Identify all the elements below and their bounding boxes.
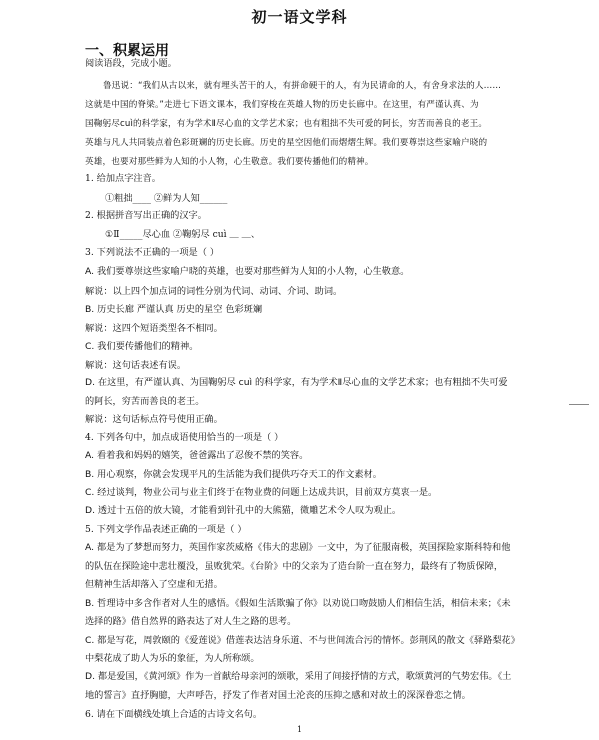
text-line: 地的誓言》直抒胸臆，大声呼告，抒发了作者对国土沦丧的压抑之感和对故土的深深眷恋之情。	[85, 690, 471, 701]
text-line: 5. 下列文学作品表述正确的一项是（ ）	[85, 524, 247, 535]
text-line: A. 看着我和妈妈的嬉笑，爸爸露出了忍俊不禁的笑容。	[85, 450, 309, 461]
text-line: 解说：以上四个加点词的词性分别为代词、动词、介词、助词。	[85, 286, 343, 297]
text-line: B. 用心观察，你就会发现平凡的生活能为我们提供巧夺天工的作文素材。	[85, 469, 382, 480]
text-line: 选择的路》借自然界的路表达了对人生之路的思考。	[85, 616, 297, 627]
text-line: 解说：这句话表述有误。	[85, 360, 187, 371]
text-line: A. 我们要尊崇这些家喻户晓的英雄，也要对那些鲜为人知的小人物，心生敬意。	[85, 266, 410, 277]
text-line: B. 历史长廊 严谨认真 历史的星空 色彩斑斓	[85, 304, 263, 315]
text-line: D. 都是爱国，《黄河颂》作为一首献给母亲河的颂歌，采用了间接抒情的方式，歌颂黄河的气势宏伟。《土	[85, 671, 512, 682]
text-line: 英雄与凡人共同装点着色彩斑斓的历史长廊。历史的星空因他们而熠熠生辉。我们要尊崇这些家喻户晓的	[85, 138, 488, 148]
text-line: 4. 下列各句中，加点成语使用恰当的一项是（ ）	[85, 432, 284, 443]
text-line: 2. 根据拼音写出正确的汉字。	[85, 210, 207, 221]
text-line: 6. 请在下面横线处填上合适的古诗文名句。	[85, 709, 263, 720]
text-line: D. 在这里，有严谨认真、为国鞠躬尽 cuì 的科学家，有为学术Ⅱ尽心血的文学艺术家；也有粗拙不失可爱	[85, 377, 508, 388]
text-line: 1. 给加点字注音。	[85, 173, 161, 184]
page-title: 初一语文学科	[251, 8, 348, 26]
text-line: C. 经过谈判，物业公司与业主们终于在物业费的问题上达成共识，目前双方莫衷一是。	[85, 487, 438, 498]
page-number: 1	[296, 725, 303, 734]
section-heading: 一、积累运用	[85, 43, 169, 59]
text-line: D. 透过十五倍的放大镜，才能看到针孔中的大熊猫，微雕艺术令人叹为观止。	[85, 505, 402, 516]
text-line: 的队伍在探险途中悲壮覆没，虽败犹荣。《台阶》中的父亲为了造台阶一直在努力，最终有了物质保障，	[85, 561, 504, 572]
text-line: 3. 下列说法不正确的一项是（ ）	[85, 247, 220, 258]
text-line: C. 我们要传播他们的精神。	[85, 341, 199, 352]
text-line: C. 都是写花，周敦颐的《爱莲说》借莲表达洁身乐道、不与世间流合污的情怀。彭荆风的散文《驿路梨花》	[85, 635, 520, 646]
text-line: 中梨花成了助人为乐的象征，为人所称颂。	[85, 653, 260, 664]
text-line: 的阿长，穷苦而善良的老王。	[85, 396, 205, 407]
text-line: 鲁迅说：“我们从古以来，就有埋头苦干的人，有拼命硬干的人，有为民请命的人，有舍身求法的人……	[103, 81, 502, 91]
text-line: 英雄，也要对那些鲜为人知的小人物，心生敬意。我们要传播他们的精神。	[85, 157, 374, 167]
text-line: B. 哲理诗中多含作者对人生的感悟。《假如生活欺骗了你》以劝说口吻鼓励人们相信生活，相信未来；《未	[85, 598, 511, 609]
text-line: 解说：这四个短语类型各不相同。	[85, 323, 223, 334]
text-line: 但精神生活却落入了空虚和无措。	[85, 579, 223, 590]
text-line: A. 都是为了梦想而努力，英国作家茨威格《伟大的悲剧》一文中，为了征服南极，英国探险家斯科特和他	[85, 542, 511, 553]
text-line: 阅读语段，完成小题。	[85, 58, 177, 69]
text-line: ①粗拙____ ②鲜为人知______	[105, 193, 228, 204]
text-line: 这就是中国的脊梁。”走进七下语文课本，我们穿梭在英雄人物的历史长廊中。在这里，有严谨认真、为	[85, 100, 479, 110]
text-line: ①Ⅱ_____尽心血 ②鞠躬尽 cuì ＿ ＿、	[105, 229, 261, 240]
text-line: 国鞠躬尽cuì的科学家，有为学术Ⅱ尽心血的文学艺术家；也有粗拙不失可爱的阿长，穷苦而善良的老王。	[85, 119, 488, 129]
scan-mark	[569, 404, 589, 405]
text-line: 解说：这句话标点符号使用正确。	[85, 414, 223, 425]
